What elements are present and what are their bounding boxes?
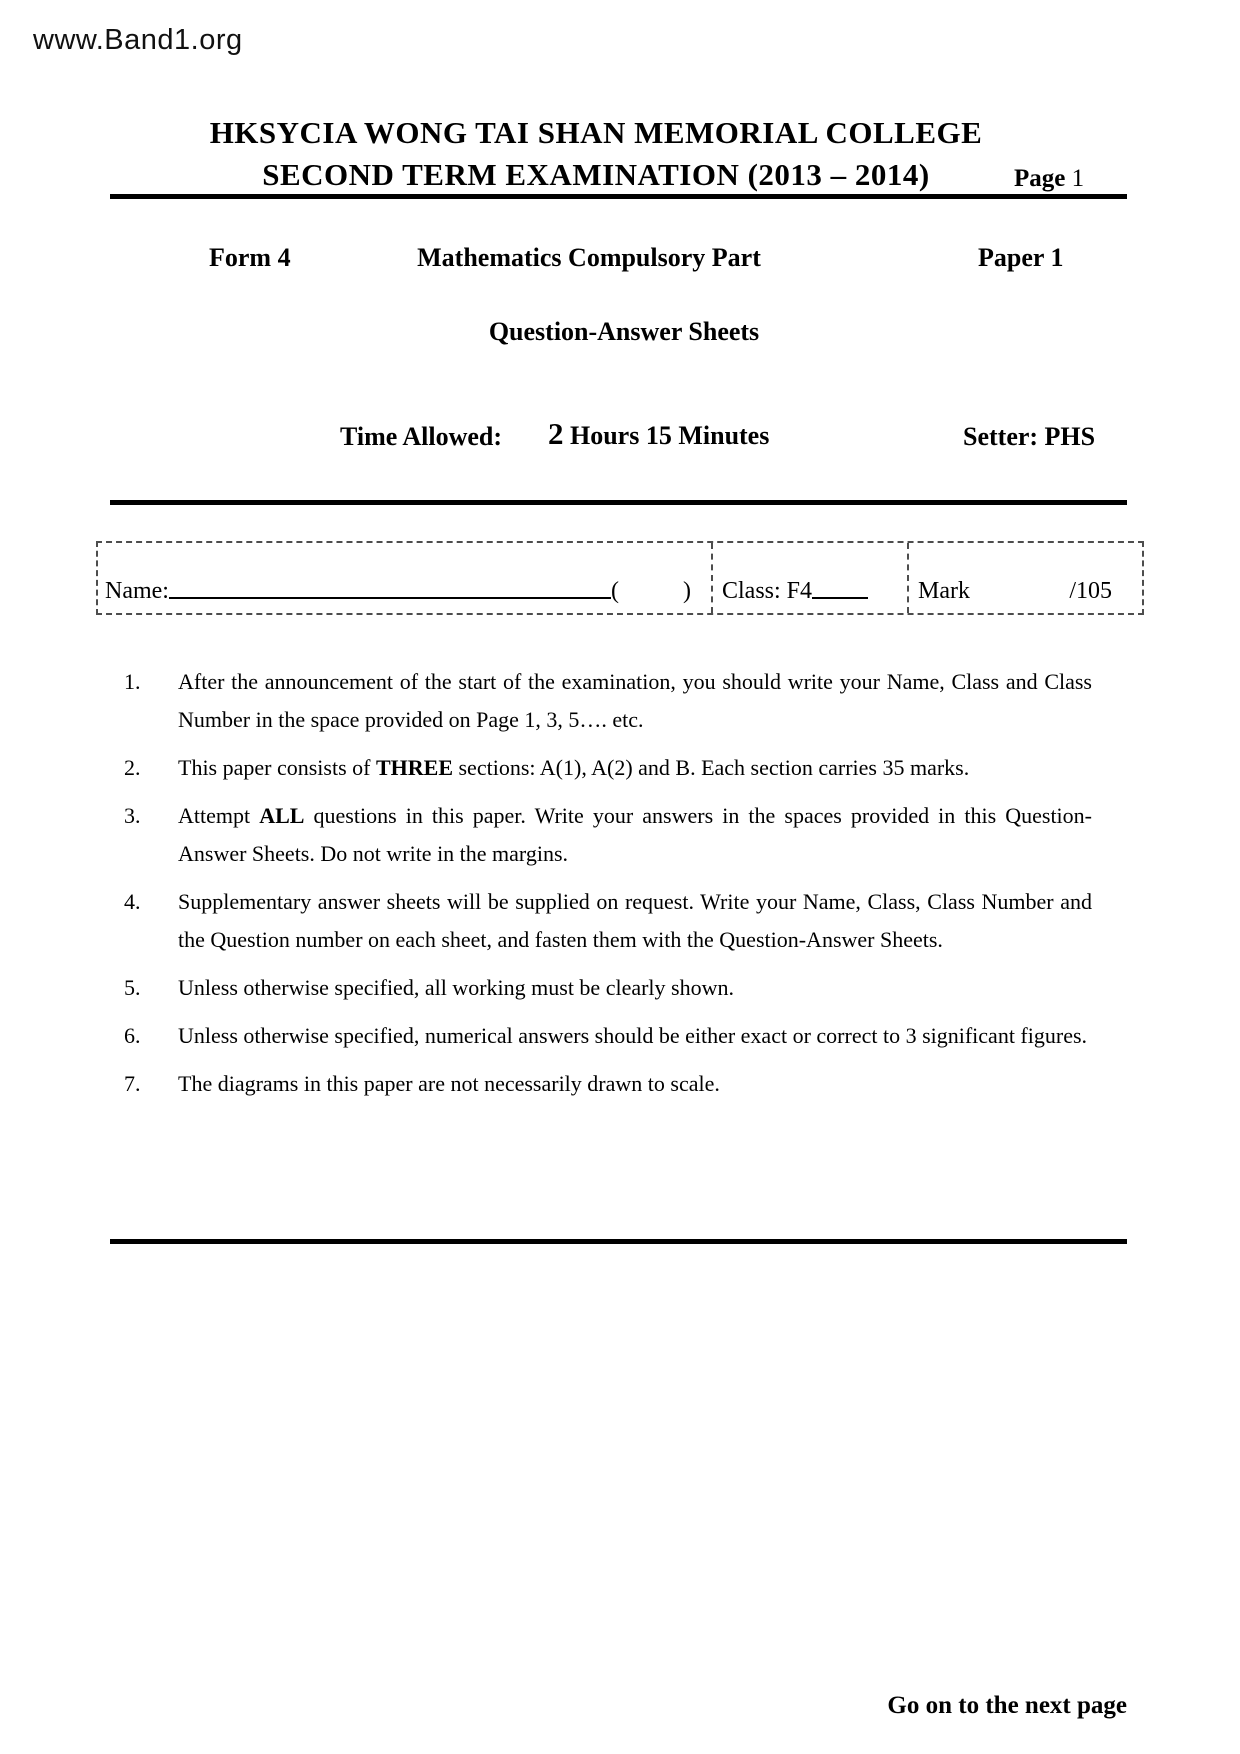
instruction-segment: This paper consists of: [178, 755, 376, 780]
sheet-type-title: Question-Answer Sheets: [488, 317, 760, 346]
section-divider-rule: [110, 500, 1127, 505]
time-rest: Hours 15 Minutes: [563, 421, 770, 450]
instruction-item: [124, 663, 1092, 739]
subject-name: Mathematics Compulsory Part: [417, 243, 761, 272]
class-cell: [711, 543, 907, 613]
class-blank-line: [812, 597, 868, 599]
instructions-list: [124, 663, 1092, 1113]
instruction-segment: questions in this paper. Write your answers in the spaces provided in this Question-Answer Sheets. Do not write in the margins.: [178, 803, 1092, 866]
header-divider-rule: [110, 194, 1127, 199]
time-hours-digit: 2: [548, 416, 564, 451]
instruction-number: 1.: [124, 669, 141, 694]
instruction-segment: Unless otherwise specified, all working must be clearly shown.: [178, 975, 734, 1000]
mark-cell: [907, 543, 1142, 613]
page-label: Page: [1014, 165, 1066, 192]
meta-row: [0, 243, 1240, 279]
instruction-segment: After the announcement of the start of the examination, you should write your Name, Class and Class Number in the space provided on Page 1, 3, 5…. etc.: [178, 669, 1092, 732]
instruction-segment: ALL: [259, 803, 305, 828]
instruction-segment: Attempt: [178, 803, 260, 828]
instruction-text: [178, 749, 1092, 787]
instruction-number: 3.: [124, 803, 141, 828]
instruction-item: [124, 1017, 1092, 1055]
instruction-text: [178, 797, 1092, 873]
time-allowed-value: [548, 416, 769, 452]
setter-label: Setter: PHS: [963, 422, 1096, 451]
name-cell: [98, 543, 711, 613]
class-label: Class: F4: [722, 578, 813, 604]
instruction-item: [124, 883, 1092, 959]
mark-label: Mark: [918, 578, 970, 604]
watermark-url: www.Band1.org: [33, 24, 243, 56]
page-number: 1: [1071, 165, 1085, 192]
instruction-segment: sections: A(1), A(2) and B. Each section carries 35 marks.: [453, 755, 970, 780]
instruction-segment: THREE: [375, 755, 453, 780]
name-blank-line: [169, 597, 611, 599]
instruction-number: 6.: [124, 1023, 141, 1048]
form-level: Form 4: [209, 243, 291, 272]
instruction-text: [178, 1017, 1092, 1055]
exam-title: SECOND TERM EXAMINATION (2013 – 2014): [262, 157, 930, 192]
instruction-number: 2.: [124, 755, 141, 780]
instruction-number: 4.: [124, 889, 141, 914]
time-row: [0, 412, 1240, 454]
go-on-next-page-note: Go on to the next page: [887, 1692, 1127, 1719]
instruction-segment: The diagrams in this paper are not necessarily drawn to scale.: [178, 1071, 720, 1096]
instruction-item: [124, 797, 1092, 873]
instruction-number: 7.: [124, 1071, 141, 1096]
name-label: Name:: [105, 578, 169, 604]
instruction-text: [178, 1065, 1092, 1103]
class-number-paren-open: (: [611, 578, 619, 604]
instruction-segment: Unless otherwise specified, numerical answers should be either exact or correct to 3 significant figures.: [178, 1023, 1088, 1048]
school-name: HKSYCIA WONG TAI SHAN MEMORIAL COLLEGE: [209, 115, 983, 150]
instruction-text: [178, 969, 1092, 1007]
class-number-paren-close: ): [683, 578, 691, 604]
instruction-text: [178, 883, 1092, 959]
candidate-info-box: [96, 541, 1144, 615]
instruction-segment: Supplementary answer sheets will be supplied on request. Write your Name, Class, Class Number and the Question number on each sheet, and fasten them with the Question-Answer Sheets.: [178, 889, 1092, 952]
instruction-item: [124, 749, 1092, 787]
mark-total: /105: [1069, 578, 1112, 604]
instruction-number: 5.: [124, 975, 141, 1000]
instruction-text: [178, 663, 1092, 739]
instruction-item: [124, 969, 1092, 1007]
paper-number: Paper 1: [978, 243, 1064, 272]
footer-divider-rule: [110, 1239, 1127, 1244]
time-allowed-label: Time Allowed:: [340, 422, 503, 451]
instruction-item: [124, 1065, 1092, 1103]
